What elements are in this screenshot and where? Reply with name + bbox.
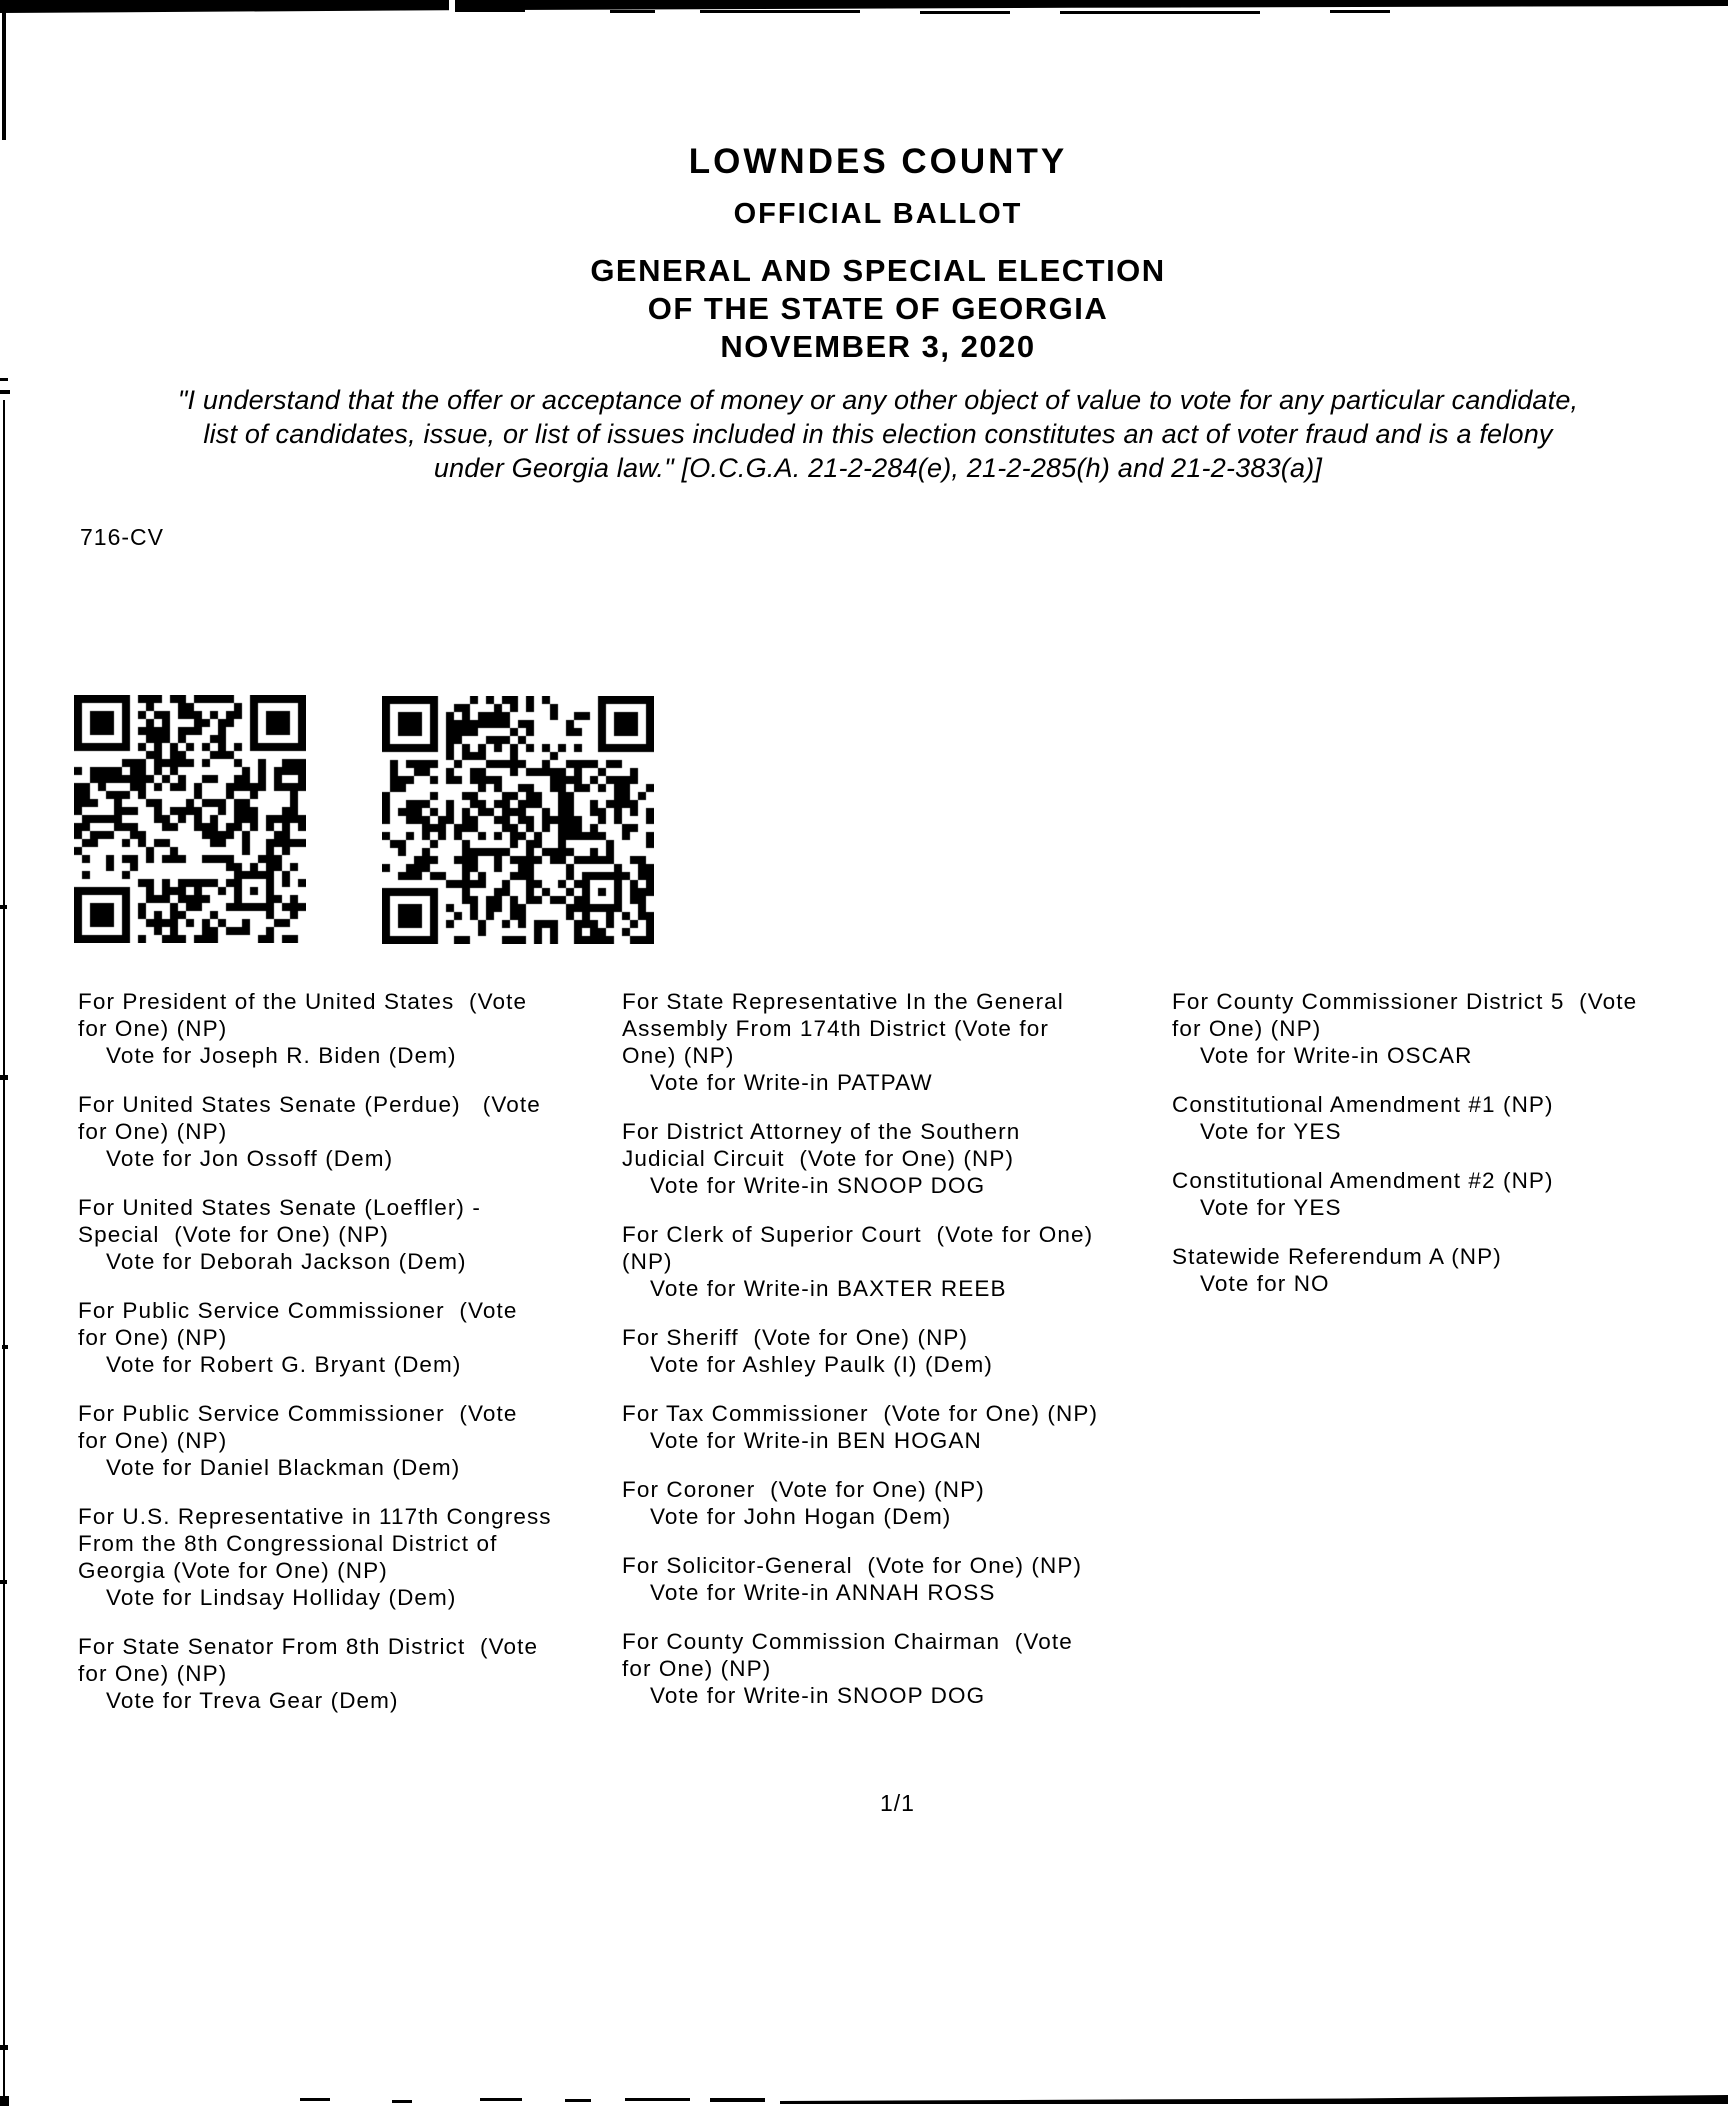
- scan-artifact-tick: [0, 1075, 8, 1080]
- contest-heading-line: For Coroner (Vote for One) (NP): [622, 1477, 985, 1502]
- contest-heading-line: Georgia (Vote for One) (NP): [78, 1558, 388, 1583]
- contest-heading-line: Assembly From 174th District (Vote for: [622, 1016, 1049, 1041]
- contest-vote-line: Vote for Lindsay Holliday (Dem): [106, 1585, 457, 1610]
- contest-heading-line: For Clerk of Superior Court (Vote for One): [622, 1222, 1094, 1247]
- scan-artifact-left-line: [3, 400, 5, 2106]
- scan-artifact-tick: [0, 905, 7, 909]
- contest-vote-line: Vote for Write-in OSCAR: [1200, 1043, 1473, 1068]
- scan-artifact-tick: [0, 1580, 7, 1584]
- election-heading: [14, 252, 1728, 366]
- contest-vote-line: Vote for Daniel Blackman (Dem): [106, 1455, 461, 1480]
- contest-heading-line: For Public Service Commissioner (Vote: [78, 1298, 518, 1323]
- contest-vote-line: Vote for NO: [1200, 1271, 1330, 1296]
- contest-heading-line: Constitutional Amendment #2 (NP): [1172, 1168, 1554, 1193]
- contest-heading-line: for One) (NP): [622, 1656, 772, 1681]
- election-heading-line: GENERAL AND SPECIAL ELECTION: [590, 253, 1166, 288]
- contest-heading-line: From the 8th Congressional District of: [78, 1531, 498, 1556]
- ballot-style-code: 716-CV: [80, 524, 164, 550]
- qr-code-icon: [382, 696, 654, 944]
- contest-block: [622, 1400, 1170, 1454]
- contest-vote-line: Vote for Write-in ANNAH ROSS: [650, 1580, 996, 1605]
- scan-artifact-tick: [0, 378, 8, 381]
- contest-heading-line: For United States Senate (Perdue) (Vote: [78, 1092, 541, 1117]
- contest-vote-line: Vote for Write-in PATPAW: [650, 1070, 933, 1095]
- contest-heading-line: for One) (NP): [78, 1016, 228, 1041]
- contest-vote-line: Vote for John Hogan (Dem): [650, 1504, 952, 1529]
- ballot-column-1: [78, 988, 626, 1736]
- contest-heading-line: for One) (NP): [78, 1325, 228, 1350]
- contest-heading-line: One) (NP): [622, 1043, 735, 1068]
- contest-heading-line: For County Commissioner District 5 (Vote: [1172, 989, 1638, 1014]
- contest-block: [78, 1400, 626, 1481]
- contest-block: [622, 1476, 1170, 1530]
- scan-artifact-dash: [480, 2098, 522, 2101]
- scan-artifact-left-foot: [0, 2096, 9, 2106]
- contest-vote-line: Vote for Treva Gear (Dem): [106, 1688, 399, 1713]
- contest-heading-line: Constitutional Amendment #1 (NP): [1172, 1092, 1554, 1117]
- contest-vote-line: Vote for Jon Ossoff (Dem): [106, 1146, 394, 1171]
- contest-heading-line: For United States Senate (Loeffler) -: [78, 1195, 481, 1220]
- contest-heading-line: For District Attorney of the Southern: [622, 1119, 1021, 1144]
- contest-heading-line: For State Representative In the General: [622, 989, 1064, 1014]
- contest-heading-line: For Tax Commissioner (Vote for One) (NP): [622, 1401, 1099, 1426]
- contest-block: [78, 1091, 626, 1172]
- contest-heading-line: Statewide Referendum A (NP): [1172, 1244, 1502, 1269]
- scan-artifact-dash: [625, 2098, 690, 2101]
- contest-heading-line: for One) (NP): [78, 1661, 228, 1686]
- contest-heading-line: Judicial Circuit (Vote for One) (NP): [622, 1146, 1015, 1171]
- contest-heading-line: For Solicitor-General (Vote for One) (NP): [622, 1553, 1083, 1578]
- contest-block: [78, 1194, 626, 1275]
- contest-block: [622, 1552, 1170, 1606]
- contest-heading-line: For State Senator From 8th District (Vote: [78, 1634, 539, 1659]
- contest-vote-line: Vote for Deborah Jackson (Dem): [106, 1249, 467, 1274]
- voter-fraud-notice: [14, 383, 1728, 485]
- scan-artifact-dash: [392, 2100, 412, 2103]
- ballot-header: [14, 0, 1728, 600]
- election-heading-line: NOVEMBER 3, 2020: [720, 329, 1036, 364]
- voter-fraud-notice-line: "I understand that the offer or acceptance of money or any other object of value to vote for any particular candidate,: [177, 385, 1579, 415]
- contest-block: [1172, 1243, 1720, 1297]
- contest-block: [78, 988, 626, 1069]
- scan-artifact-tick: [0, 2045, 8, 2050]
- contest-vote-line: Vote for Ashley Paulk (I) (Dem): [650, 1352, 993, 1377]
- contest-block: [1172, 988, 1720, 1069]
- page-indicator: 1/1: [880, 1790, 915, 1816]
- contest-block: [622, 1324, 1170, 1378]
- contest-block: [622, 1118, 1170, 1199]
- contest-vote-line: Vote for Write-in BEN HOGAN: [650, 1428, 982, 1453]
- contest-heading-line: Special (Vote for One) (NP): [78, 1222, 389, 1247]
- contest-heading-line: For Sheriff (Vote for One) (NP): [622, 1325, 969, 1350]
- contest-vote-line: Vote for Robert G. Bryant (Dem): [106, 1352, 462, 1377]
- contest-heading-line: For U.S. Representative in 117th Congress: [78, 1504, 552, 1529]
- contest-vote-line: Vote for YES: [1200, 1195, 1342, 1220]
- contest-heading-line: For President of the United States (Vote: [78, 989, 528, 1014]
- contest-vote-line: Vote for Joseph R. Biden (Dem): [106, 1043, 457, 1068]
- contest-vote-line: Vote for Write-in SNOOP DOG: [650, 1683, 986, 1708]
- scan-artifact-dash: [565, 2099, 591, 2102]
- contest-block: [1172, 1167, 1720, 1221]
- county-title: LOWNDES COUNTY: [688, 142, 1068, 181]
- voter-fraud-notice-line: list of candidates, issue, or list of issues included in this election constitutes an act of voter fraud and is a felony: [203, 419, 1553, 449]
- scan-artifact-dash: [710, 2098, 765, 2102]
- contest-heading-line: For Public Service Commissioner (Vote: [78, 1401, 518, 1426]
- contest-vote-line: Vote for YES: [1200, 1119, 1342, 1144]
- ballot-type-heading: OFFICIAL BALLOT: [733, 198, 1023, 230]
- qr-code-icon: [74, 695, 306, 943]
- contest-heading-line: (NP): [622, 1249, 673, 1274]
- voter-fraud-notice-line: under Georgia law." [O.C.G.A. 21-2-284(e), 21-2-285(h) and 21-2-383(a)]: [433, 453, 1323, 483]
- contest-heading-line: For County Commission Chairman (Vote: [622, 1629, 1073, 1654]
- contest-block: [622, 1221, 1170, 1302]
- scan-artifact-tick: [0, 390, 10, 394]
- contest-block: [78, 1297, 626, 1378]
- scan-artifact-tick: [2, 1345, 8, 1349]
- scan-artifact-dash: [300, 2098, 330, 2101]
- contest-vote-line: Vote for Write-in SNOOP DOG: [650, 1173, 986, 1198]
- contest-vote-line: Vote for Write-in BAXTER REEB: [650, 1276, 1007, 1301]
- contest-block: [1172, 1091, 1720, 1145]
- contest-heading-line: for One) (NP): [78, 1428, 228, 1453]
- contest-block: [78, 1633, 626, 1714]
- contest-block: [622, 988, 1170, 1096]
- election-heading-line: OF THE STATE OF GEORGIA: [647, 291, 1109, 326]
- contest-heading-line: for One) (NP): [1172, 1016, 1322, 1041]
- contest-block: [78, 1503, 626, 1611]
- ballot-column-2: [622, 988, 1170, 1731]
- scan-artifact-bottom-line: [780, 2094, 1728, 2104]
- ballot-column-3: [1172, 988, 1720, 1319]
- contest-heading-line: for One) (NP): [78, 1119, 228, 1144]
- contest-block: [622, 1628, 1170, 1709]
- scan-artifact-left-line: [2, 0, 6, 140]
